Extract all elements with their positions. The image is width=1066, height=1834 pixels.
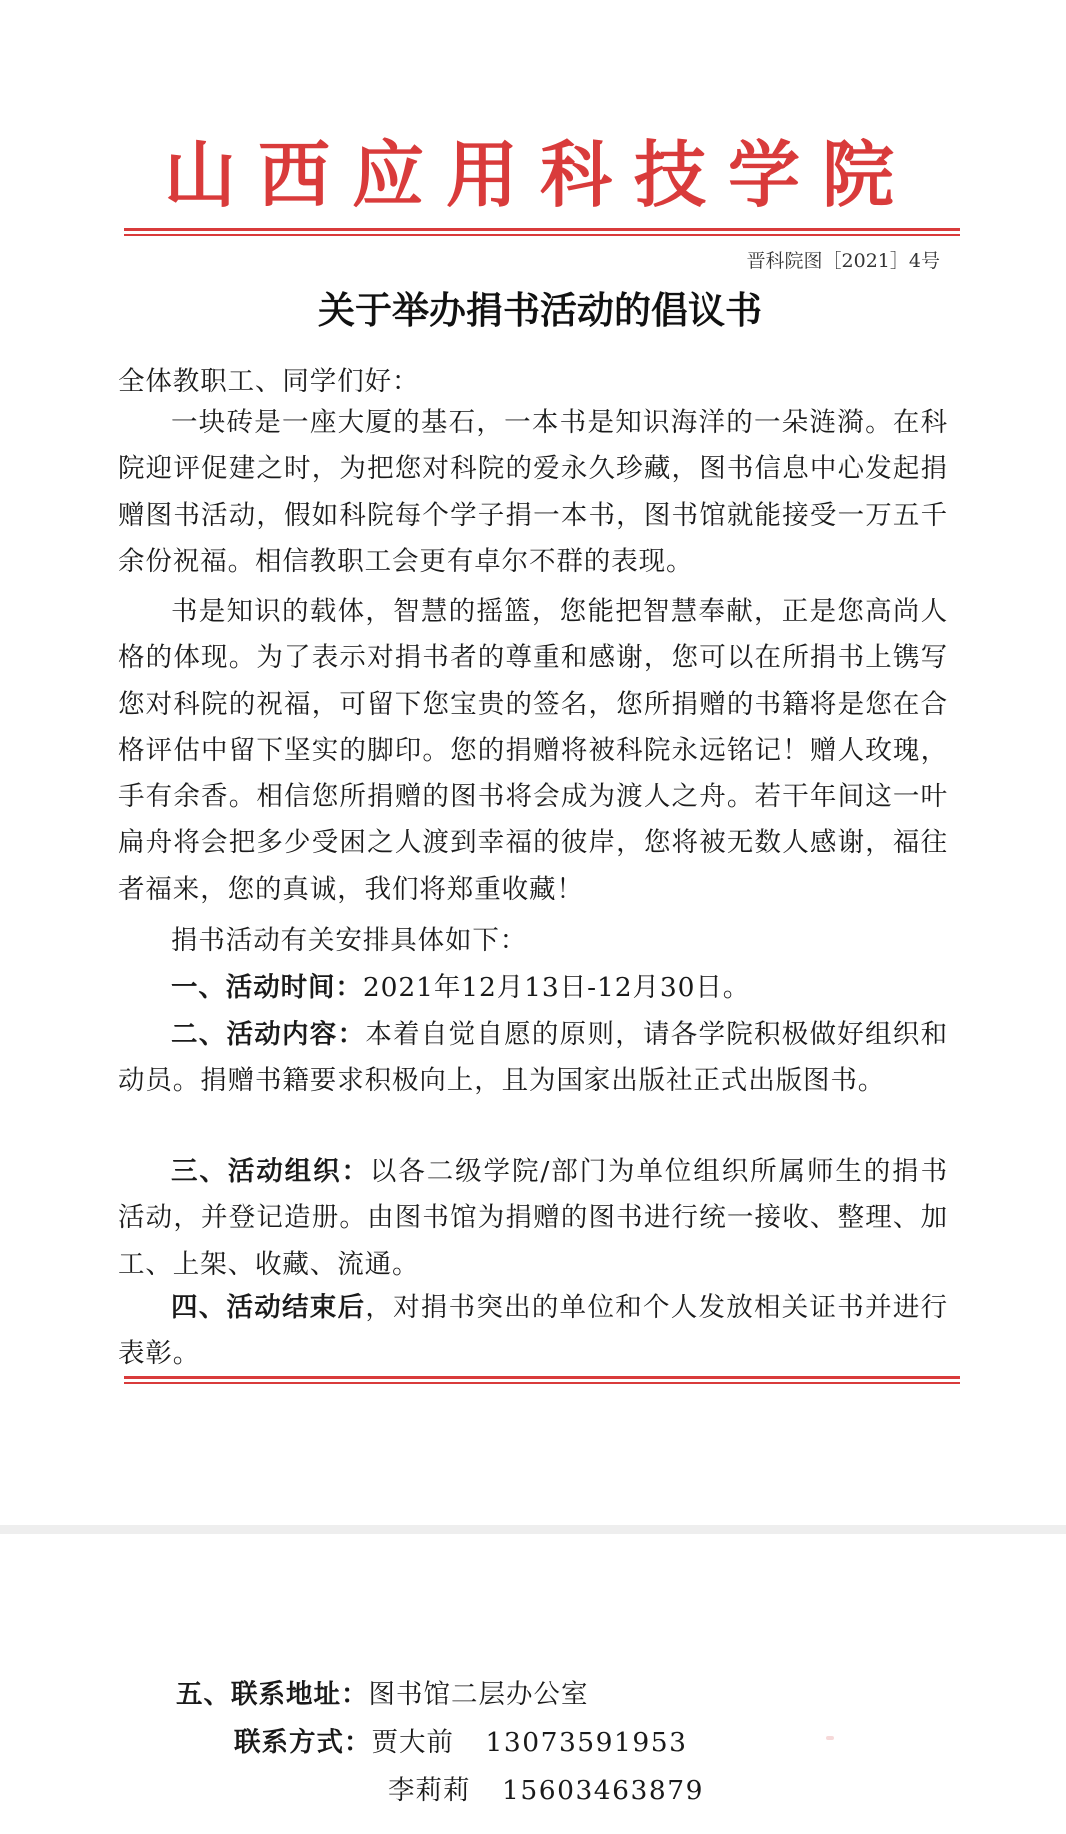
item-text: 以各二级学院/部门为单位组织所属师生的捐书活动，并登记造册。由图书馆为捐赠的图书进行统一接收、整理、加工、上架、收藏、流通。 — [118, 1156, 949, 1280]
page-separator — [0, 1525, 1066, 1534]
contact-name: 贾大前 — [371, 1727, 454, 1758]
footer-red-rule — [124, 1376, 960, 1384]
contact-person-2 — [388, 1768, 704, 1814]
contact-person-1 — [234, 1720, 687, 1766]
paragraph-1: 一块砖是一座大厦的基石，一本书是知识海洋的一朵涟漪。在科院迎评促建之时，为把您对科院的爱永久珍藏，图书信息中心发起捐赠图书活动，假如科院每个学子捐一本书，图书馆就能接受一万五千余份祝福。相信教职工会更有卓尔不群的表现。 — [118, 407, 948, 577]
address-head: 五、联系地址： — [176, 1679, 369, 1710]
contact-address — [176, 1672, 589, 1718]
letterhead-red-rule — [124, 228, 960, 236]
greeting: 全体教职工、同学们好： — [118, 366, 420, 397]
item-text: 本着自觉自愿的原则，请各学院积极做好组织和动员。捐赠书籍要求积极向上，且为国家出版社正式出版图书。 — [118, 1019, 948, 1097]
method-head: 联系方式： — [234, 1727, 372, 1758]
item-head: 三、活动组织： — [171, 1156, 370, 1187]
institution-letterhead: 山西应用科技学院 — [163, 132, 916, 217]
contact-phone: 13073591953 — [485, 1727, 688, 1758]
item-head: 二、活动内容： — [171, 1019, 366, 1050]
item-head: 一、活动时间： — [171, 972, 363, 1003]
document-number: 晋科院图［2021］4号 — [746, 250, 940, 272]
item-after-activity — [118, 1285, 948, 1378]
contact-phone: 15603463879 — [502, 1775, 704, 1806]
item-activity-time — [118, 965, 948, 1011]
paragraph-2: 书是知识的载体，智慧的摇篮，您能把智慧奉献，正是您高尚人格的体现。为了表示对捐书者的尊重和感谢，您可以在所捐书上镌写您对科院的祝福，可留下您宝贵的签名，您所捐赠的书籍将是您在合格评估中留下坚实的脚印。您的捐赠将被科院永远铭记！赠人玫瑰，手有余香。相信您所捐赠的图书将会成为渡人之舟。若干年间这一叶扁舟将会把多少受困之人渡到幸福的彼岸，您将被无数人感谢，福往者福来，您的真诚，我们将郑重收藏！ — [118, 596, 948, 905]
contact-name: 李莉莉 — [388, 1775, 471, 1806]
item-activity-content — [118, 1012, 948, 1105]
scan-speck — [826, 1736, 834, 1740]
item-activity-organization — [118, 1149, 948, 1288]
item-text: ，对捐书突出的单位和个人发放相关证书并进行表彰。 — [118, 1292, 948, 1370]
item-head: 四、活动结束后 — [171, 1292, 366, 1323]
document-title: 关于举办捐书活动的倡议书 — [318, 288, 762, 332]
address-value: 图书馆二层办公室 — [368, 1679, 589, 1710]
item-text: 2021年12月13日-12月30日。 — [362, 972, 751, 1003]
arrangement-intro: 捐书活动有关安排具体如下： — [171, 925, 528, 956]
